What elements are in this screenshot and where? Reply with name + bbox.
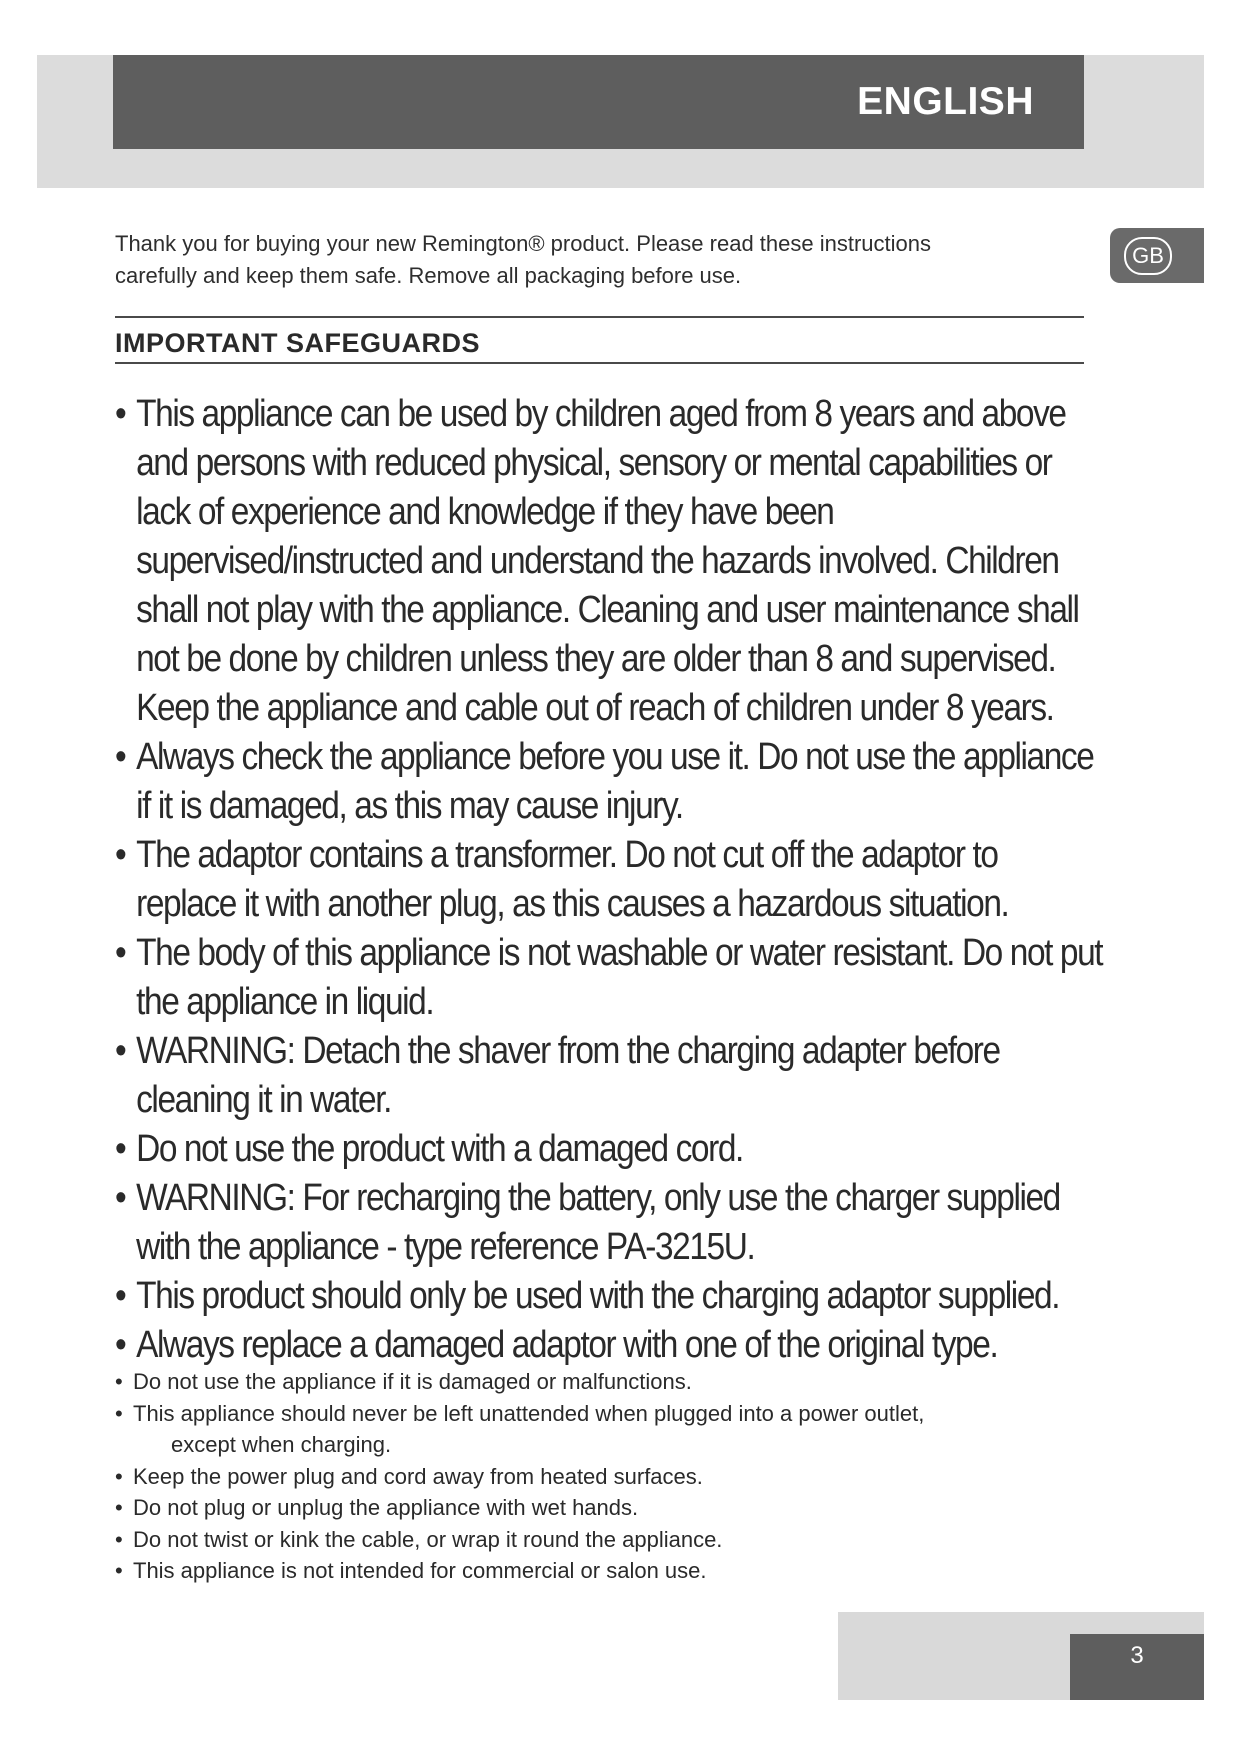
safeguard-item — [115, 733, 1104, 831]
bullet: • — [115, 1128, 126, 1170]
safeguard-item-text: Always replace a damaged adaptor with one of the original type. — [136, 1324, 998, 1366]
safeguard-item-text: The adaptor contains a transformer. Do not cut off the adaptor to replace it with another plug, as this causes a hazardous situation. — [136, 834, 1009, 925]
safeguard-item-small — [115, 1398, 1105, 1461]
safeguard-item-text: Do not use the appliance if it is damaged or malfunctions. — [133, 1369, 692, 1394]
safeguard-item-small — [115, 1366, 1105, 1398]
bullet: • — [115, 932, 126, 974]
bullet: • — [115, 1030, 126, 1072]
section-bottom-rule — [115, 362, 1084, 364]
bullet: • — [115, 1324, 126, 1366]
safeguards-list-small — [115, 1366, 1105, 1587]
section-top-rule — [115, 316, 1084, 318]
bullet: • — [115, 1369, 123, 1394]
language-tab — [1110, 228, 1204, 283]
header-bar — [113, 55, 1084, 149]
safeguard-item-continuation: except when charging. — [171, 1432, 392, 1457]
safeguard-item — [115, 1174, 1104, 1272]
safeguard-item-text: This appliance should never be left unattended when plugged into a power outlet, — [133, 1400, 925, 1426]
safeguards-list-large — [115, 390, 1103, 1370]
bullet: • — [115, 1526, 123, 1552]
bullet: • — [115, 1400, 123, 1426]
safeguard-item-text: Keep the power plug and cord away from heated surfaces. — [133, 1463, 703, 1489]
intro-paragraph: Thank you for buying your new Remington® product. Please read these instructions carefully and keep them safe. Remove all packaging before use. — [115, 231, 931, 288]
safeguard-item-text: This product should only be used with the charging adaptor supplied. — [136, 1275, 1060, 1317]
bullet: • — [115, 736, 126, 778]
page-language-title: ENGLISH — [857, 80, 1034, 123]
bullet: • — [115, 1275, 126, 1317]
section-title: IMPORTANT SAFEGUARDS — [115, 328, 480, 358]
language-code-badge: GB — [1124, 237, 1172, 275]
bullet: • — [115, 393, 126, 435]
safeguard-item-small — [115, 1461, 1105, 1493]
safeguard-item — [115, 1272, 1104, 1321]
safeguard-item-text: WARNING: For recharging the battery, only use the charger supplied with the appliance - type reference PA-3215U. — [136, 1177, 1060, 1268]
page-number: 3 — [1070, 1634, 1204, 1700]
safeguard-item-text: Always check the appliance before you use it. Do not use the appliance if it is damaged, as this may cause injury. — [136, 736, 1094, 827]
safeguard-item-small — [115, 1524, 1105, 1556]
safeguard-item-text: WARNING: Detach the shaver from the charging adapter before cleaning it in water. — [136, 1030, 1000, 1121]
bullet: • — [115, 1558, 123, 1583]
safeguard-item-text: Do not twist or kink the cable, or wrap it round the appliance. — [133, 1526, 723, 1552]
bullet: • — [115, 1177, 126, 1219]
bullet: • — [115, 834, 126, 876]
safeguard-item-small — [115, 1555, 1105, 1587]
bullet: • — [115, 1463, 123, 1489]
safeguard-item-text: The body of this appliance is not washable or water resistant. Do not put the appliance in liquid. — [136, 932, 1103, 1023]
safeguard-item-text: Do not plug or unplug the appliance with wet hands. — [133, 1495, 639, 1520]
safeguard-item — [115, 929, 1104, 1027]
safeguard-item — [115, 831, 1104, 929]
safeguard-item-text: Do not use the product with a damaged cord. — [136, 1128, 743, 1170]
safeguard-item — [115, 1125, 1104, 1174]
safeguard-item-small — [115, 1492, 1105, 1524]
safeguard-item-text: This appliance is not intended for commercial or salon use. — [133, 1558, 707, 1583]
safeguard-item-text: This appliance can be used by children aged from 8 years and above and persons with reduced physical, sensory or mental capabilities or lack of experience and knowledge if they have been supervised/instructed and understand the hazards involved. Children shall not play with the appliance. Cleaning and user maintenance shall not be done by children unless they are older than 8 and supervised. Keep the appliance and cable out of reach of children under 8 years. — [136, 393, 1079, 729]
safeguard-item — [115, 390, 1104, 733]
safeguard-item — [115, 1321, 1104, 1370]
bullet: • — [115, 1495, 123, 1520]
safeguard-item — [115, 1027, 1104, 1125]
